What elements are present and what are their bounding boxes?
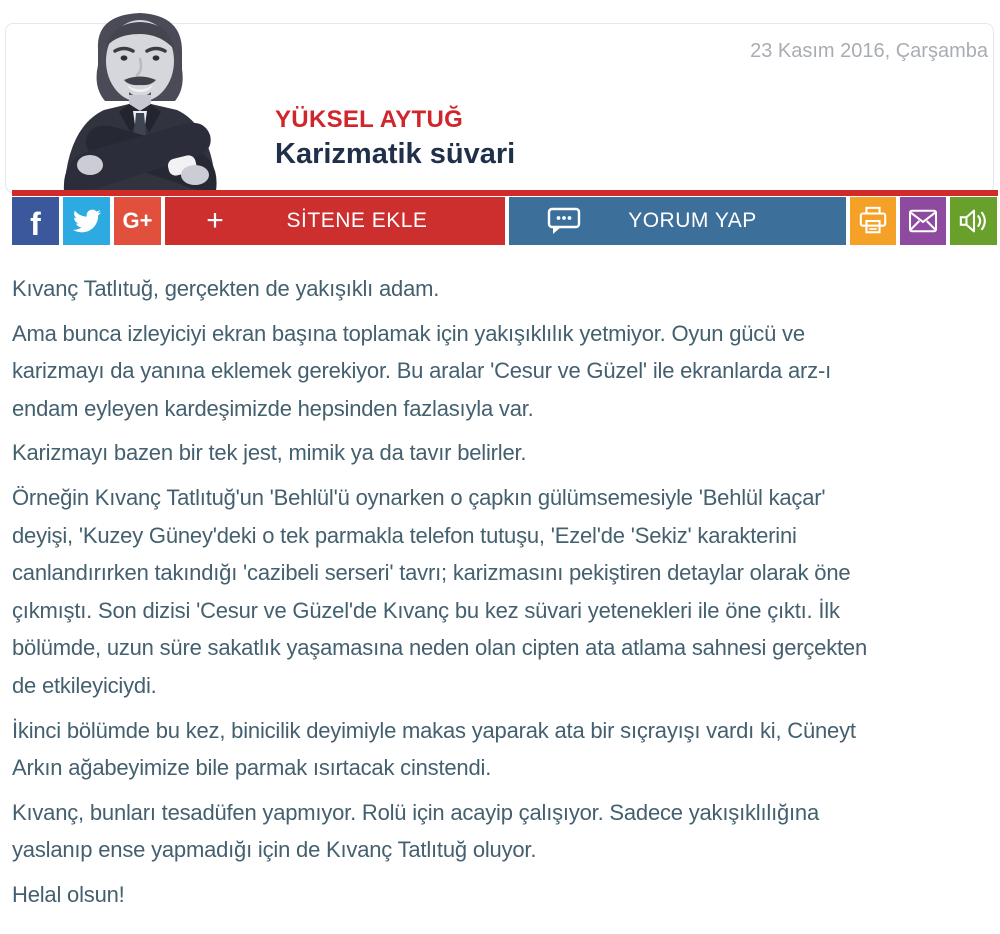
- article-line: Helal olsun!: [12, 881, 125, 907]
- publish-date: 23 Kasım 2016, Çarşamba: [750, 40, 988, 62]
- article-paragraph: [12, 270, 994, 308]
- yorum-yap-label: YORUM YAP: [628, 209, 757, 232]
- red-divider: [12, 190, 998, 196]
- article-line: çıkmıştı. Son dizisi 'Cesur ve Güzel'de Kıvanç bu kez süvari yetenekleri ile öne çıktı. İlk: [12, 597, 840, 623]
- facebook-f-icon: f: [30, 205, 41, 242]
- article-paragraph: [12, 479, 994, 705]
- sitene-ekle-label: SİTENE EKLE: [286, 209, 428, 232]
- envelope-icon: [908, 208, 938, 234]
- share-toolbar: [12, 197, 997, 245]
- sitene-ekle-button[interactable]: [165, 197, 505, 245]
- article-body: [12, 270, 994, 921]
- yorum-yap-button[interactable]: [509, 197, 846, 245]
- listen-button[interactable]: [950, 197, 997, 245]
- article-line: Arkın ağabeyimize bile parmak ısırtacak cinstendi.: [12, 755, 492, 781]
- article-line: İkinci bölümde bu kez, binicilik deyimiyle makas yaparak ata bir sıçrayışı vardı ki, Cüneyt: [12, 717, 856, 743]
- article-paragraph: [12, 315, 994, 428]
- article-paragraph: [12, 794, 994, 869]
- twitter-bird-icon: [73, 207, 101, 235]
- google-plus-icon: G+: [122, 208, 153, 233]
- article-line: Kıvanç, bunları tesadüfen yapmıyor. Rolü için acayip çalışıyor. Sadece yakışıklılığına: [12, 799, 820, 825]
- article-paragraph: [12, 876, 994, 914]
- article-line: karizmayı da yanına eklemek gerekiyor. Bu aralar 'Cesur ve Güzel' ile ekranlarda arz-ı: [12, 358, 832, 384]
- printer-icon: [858, 206, 888, 236]
- article-line: bölümde, uzun süre sakatlık yaşamasına neden olan cipten ata atlama sahnesi gerçekten: [12, 635, 867, 661]
- speech-bubble-icon: [509, 207, 619, 235]
- speaker-icon: [958, 206, 990, 236]
- article-line: de etkileyiciydi.: [12, 672, 157, 698]
- google-plus-share-button[interactable]: [114, 197, 161, 245]
- article-line: canlandırırken takındığı 'cazibeli serseri' tavrı; karizmasını pekiştiren detaylar olarak öne: [12, 560, 851, 586]
- article-line: yaslanıp ense yapmadığı için de Kıvanç Tatlıtuğ oluyor.: [12, 837, 537, 863]
- article-paragraph: [12, 712, 994, 787]
- print-button[interactable]: [850, 197, 896, 245]
- author-photo: [32, 5, 248, 191]
- article-line: Örneğin Kıvanç Tatlıtuğ'un 'Behlül'ü oynarken o çapkın gülümsemesiyle 'Behlül kaçar': [12, 484, 826, 510]
- author-name[interactable]: YÜKSEL AYTUĞ: [275, 106, 464, 133]
- plus-icon: +: [206, 204, 224, 237]
- author-photo-illustration: [32, 5, 248, 191]
- article-line: Ama bunca izleyiciyi ekran başına toplamak için yakışıklılık yetmiyor. Oyun gücü ve: [12, 320, 805, 346]
- article-line: deyişi, 'Kuzey Güney'deki o tek parmakla telefon tutuşu, 'Ezel'de 'Sekiz' karakterini: [12, 522, 797, 548]
- article-paragraph: [12, 434, 994, 472]
- article-line: endam eyleyen kardeşimizde hepsinden fazlasıyla var.: [12, 395, 534, 421]
- email-button[interactable]: [900, 197, 946, 245]
- facebook-share-button[interactable]: [12, 197, 59, 245]
- twitter-share-button[interactable]: [63, 197, 110, 245]
- article-title: Karizmatik süvari: [275, 138, 516, 170]
- article-line: Karizmayı bazen bir tek jest, mimik ya da tavır belirler.: [12, 440, 527, 466]
- article-line: Kıvanç Tatlıtuğ, gerçekten de yakışıklı adam.: [12, 276, 440, 301]
